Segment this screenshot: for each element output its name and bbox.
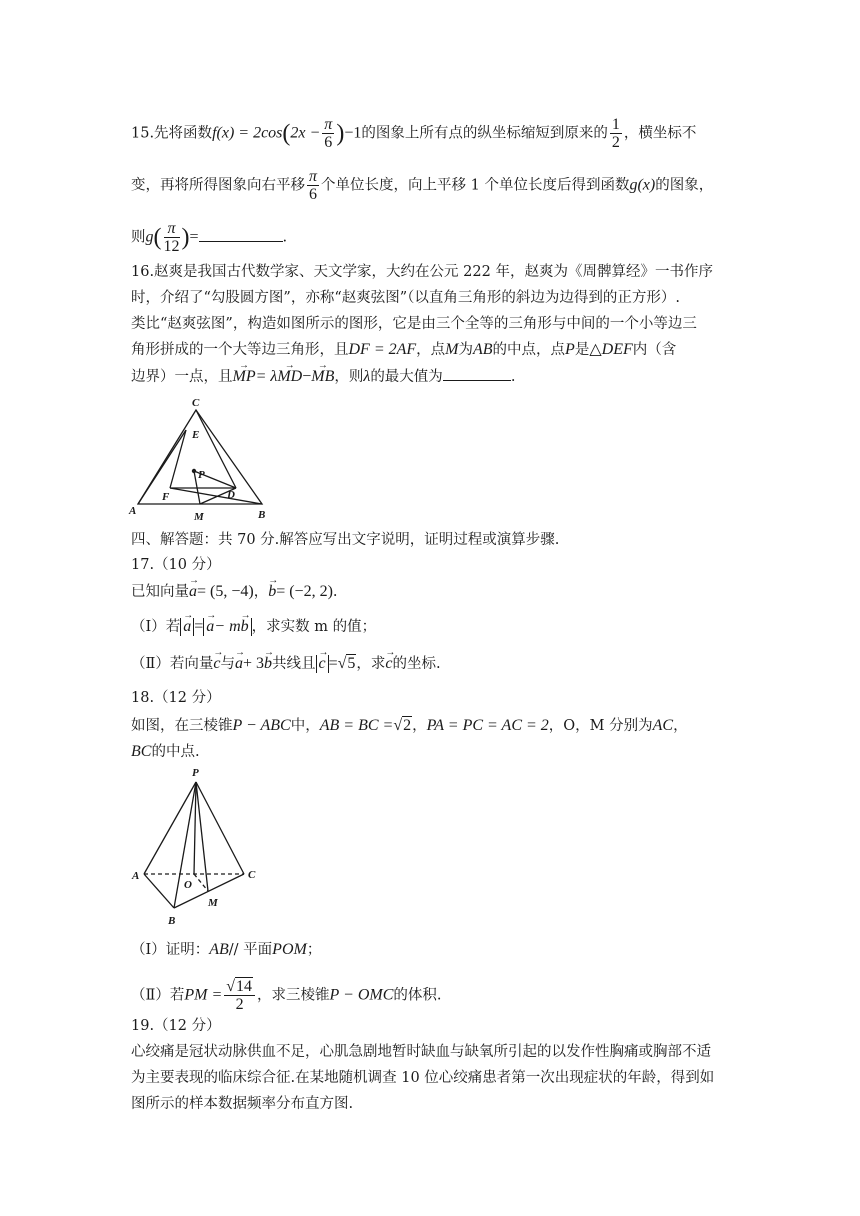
fraction-sqrt14-over-2: $\frac{√14}{2}$ [224,978,255,1013]
q15-text: 15.先将函数 [131,125,213,142]
q15-line-2: 变，再将所得图象向右平移 $\frac{\pi}{6}$ 个单位长度，向上平移 1 个单位长度后得到函数g(x)的图象， [131,168,714,203]
q17-given: 已知向量→ a= (5, −4)，→ b= (−2, 2). [131,582,338,602]
vector-mb: → MB [311,367,334,387]
label-p: P [198,469,205,481]
answer-blank [199,227,283,242]
paren-close: ) [336,120,345,147]
zhaoshuang-triangle-figure [126,392,276,524]
label-c: C [248,869,256,881]
q15-function: f(x) = 2cos [212,124,283,142]
label-e: E [192,429,200,441]
q16-line-5: 边界）一点，且→ MP= λ→ MD−→ MB，则λ的最大值为 . [131,366,515,387]
q18-part-2: （Ⅱ）若PM = $\frac{√14}{2}$ ，求三棱锥P − OMC的体积. [131,978,442,1013]
section-4-heading: 四、解答题：共 70 分.解答应写出文字说明，证明过程或演算步骤. [131,532,560,548]
label-c: C [192,397,200,409]
q18-header: 18.（12 分） [131,690,221,706]
fraction-pi-over-6: $\frac{\pi}{6}$ [324,116,333,151]
label-p: P [192,767,199,779]
q18-part-1: （Ⅰ）证明：AB// 平面POM； [131,941,322,958]
triangular-pyramid-figure [128,762,268,932]
label-a: A [129,505,137,517]
point-p [192,469,196,473]
label-a: A [132,870,140,882]
q16-line-1: 16.赵爽是我国古代数学家、天文学家，大约在公元 222 年，赵爽为《周髀算经》一书作序 [131,264,713,280]
q17-part-1: （Ⅰ）若→ a =→ a− m→ b ，求实数 m 的值； [131,617,376,637]
answer-blank [443,366,511,381]
q18-line-2: BC的中点. [131,743,200,760]
vector-md: → MD [277,367,302,387]
q19-header: 19.（12 分） [131,1018,221,1034]
q16-line-3: 类比“赵爽弦图”，构造如图所示的图形，它是由三个全等的三角形与中间的一个小等边三 [131,316,697,332]
q19-line-3: 图所示的样本数据频率分布直方图. [131,1096,354,1112]
q15-line-1: 15.先将函数f(x) = 2cos(2x − $\frac{\pi}{6}$ )−1的图象上所有点的纵坐标缩短到原来的 $\frac{1}{2}$ ，横坐标不 [131,116,697,151]
label-b: B [168,915,176,927]
label-m: M [194,511,204,523]
vector-mp: → MP [233,367,256,387]
fraction-pi-over-12: $\frac{\pi}{12}$ [163,220,180,255]
q19-line-2: 为主要表现的临床综合征.在某地随机调查 10 位心绞痛患者第一次出现症状的年龄，得到如 [131,1070,715,1086]
q19-line-1: 心绞痛是冠状动脉供血不足，心肌急剧地暂时缺血与缺氧所引起的以发作性胸痛或胸部不适 [131,1044,711,1060]
q15-argument: 2x − [290,124,321,142]
q15-line-3: 则g( $\frac{\pi}{12}$ )= . [131,220,288,255]
label-m: M [208,897,218,909]
label-f: F [162,491,170,503]
paren-open: ( [282,120,291,147]
q16-line-2: 时，介绍了“勾股圆方图”，亦称“赵爽弦图”（以直角三角形的斜边为边得到的正方形）. [131,290,681,306]
q17-part-2: （Ⅱ）若向量→ c与→ a+ 3→ b共线且→ c =√5，求→ c的坐标. [131,654,441,674]
label-b: B [258,509,266,521]
fraction-pi-over-6: $\frac{\pi}{6}$ [309,168,318,203]
q15-minus-one: −1 [344,124,362,142]
q15-g-function: g(x) [629,176,656,194]
q16-line-4: 角形拼成的一个大等边三角形，且DF = 2AF，点M为AB的中点，点P是△DEF内（含 [131,341,677,358]
q18-line-1: 如图，在三棱锥P − ABC中，AB = BC =√2，PA = PC = AC = 2，O，M 分别为AC， [131,717,688,734]
fraction-one-half: $\frac{1}{2}$ [611,116,620,151]
label-o: O [184,879,192,891]
label-d: D [227,489,235,501]
q17-header: 17.（10 分） [131,557,221,573]
